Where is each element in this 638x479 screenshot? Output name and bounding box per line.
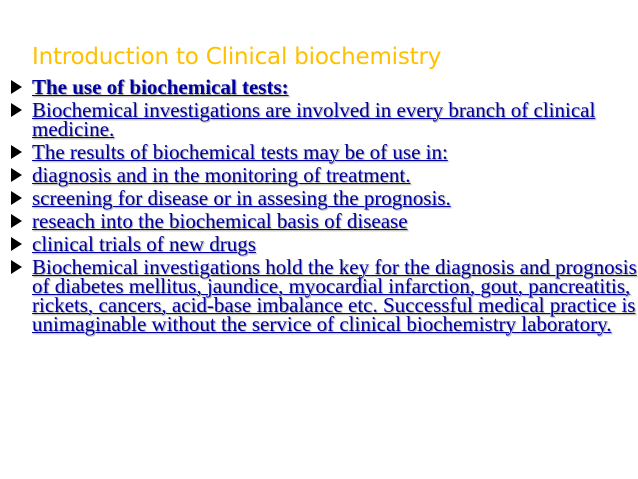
triangle-bullet-icon	[11, 145, 22, 159]
triangle-bullet-icon	[11, 191, 22, 205]
bullet-list	[0, 75, 638, 338]
triangle-bullet-icon	[11, 103, 22, 117]
bullet-text: screening for disease or in assesing the prognosis.	[32, 186, 451, 210]
bullet-text: Biochemical investigations are involved in every branch of clinical medicine.	[32, 98, 596, 141]
bullet-text: clinical trials of new drugs	[32, 232, 256, 256]
bullet-item	[0, 75, 638, 99]
bullet-text: The use of biochemical tests:	[32, 75, 289, 99]
bullet-text: The results of biochemical tests may be of use in:	[32, 140, 448, 164]
triangle-bullet-icon	[11, 214, 22, 228]
bullet-item	[0, 98, 638, 141]
bullet-text: Biochemical investigations hold the key for the diagnosis and prognosis of diabetes mellitus, jaundice, myocardial infarction, gout, pancreatitis, rickets, cancers, acid-base imbalance etc. Successful medical practice is unimaginable without the service of clinical biochemistry laboratory.	[32, 255, 637, 336]
bullet-item	[0, 255, 638, 336]
bullet-item	[0, 186, 638, 210]
bullet-text: reseach into the biochemical basis of disease	[32, 209, 408, 233]
triangle-bullet-icon	[11, 168, 22, 182]
slide-title: Introduction to Clinical biochemistry	[32, 44, 442, 70]
bullet-item	[0, 232, 638, 256]
triangle-bullet-icon	[11, 80, 22, 94]
bullet-item	[0, 163, 638, 187]
bullet-item	[0, 140, 638, 164]
bullet-text: diagnosis and in the monitoring of treatment.	[32, 163, 411, 187]
triangle-bullet-icon	[11, 237, 22, 251]
triangle-bullet-icon	[11, 260, 22, 274]
bullet-item	[0, 209, 638, 233]
